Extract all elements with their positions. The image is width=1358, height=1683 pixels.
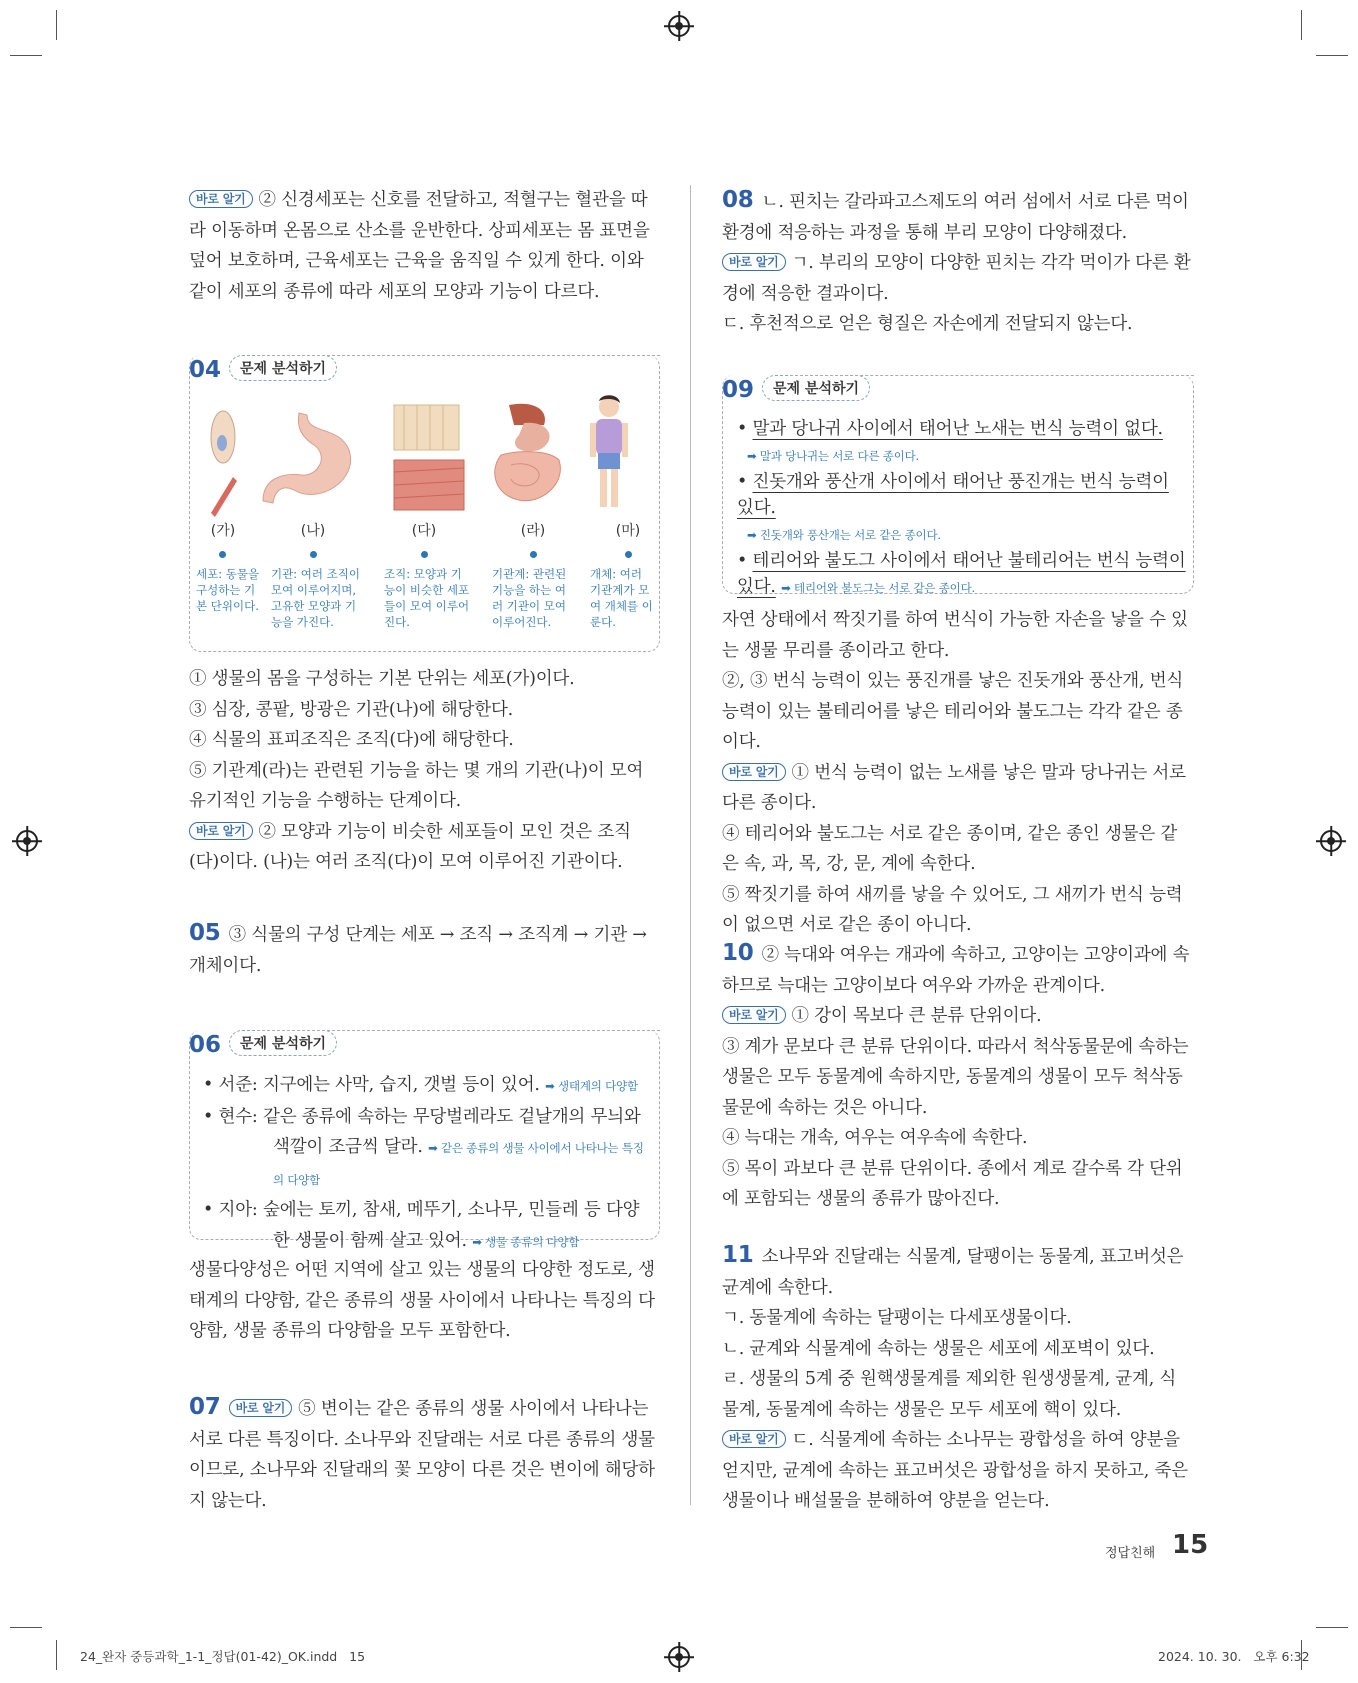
crop-mark [10, 55, 42, 56]
digestive-system-icon [495, 404, 561, 501]
correction-badge: 바로 알기 [229, 1399, 293, 1417]
crop-mark [1316, 55, 1348, 56]
caption-cell: 세포: 동물을 구성하는 기본 단위이다. [196, 567, 260, 613]
label-ga: (가) [210, 523, 236, 539]
caption-organ: 기관: 여러 조직이 모여 이루어지며, 고유한 모양과 기능을 가진다. [271, 567, 360, 629]
page-number: 15 [1172, 1530, 1209, 1560]
q10-answer: 10 ② 늑대와 여우는 개과에 속하고, 고양이는 고양이과에 속하므로 늑대는 고양이보다 여우와 가까운 관계이다. 바로 알기 ① 강이 목보다 큰 분류 단위이다. ③ 계가 문보다 큰 분류 단위이다. 따라서 척삭동물문에 속하는 생물은 모두 동물계에 속하지만, 동물계의 생물이 모두 척삭동물문에 속하는 것은 아니다. ④ 늑대는 개속, 여우는 여우속에 속한다. ⑤ 목이 과보다 큰 분류 단위이다. 종에서 계로 갈수록 각 단위에 포함되는 생물의 종류가 많아진다. [722, 940, 1190, 1209]
q04-answer: ① 생물의 몸을 구성하는 기본 단위는 세포(가)이다. ③ 심장, 콩팥, 방광은 기관(나)에 해당한다. ④ 식물의 표피조직은 조직(다)에 해당한다. ⑤ 기관계(라)는 관련된 기능을 하는 몇 개의 기관(나)이 모여 유기적인 기능을 수행하는 단계이다. 바로 알기 ② 모양과 기능이 비슷한 세포들이 모인 것은 조직(다)이다. (나)는 여러 조직(다)이 모여 이루어진 기관이다. [189, 669, 644, 872]
q09-statements: • 말과 당나귀 사이에서 태어난 노새는 번식 능력이 없다. ➡ 말과 당나귀는 서로 다른 종이다. • 진돗개와 풍산개 사이에서 태어난 풍진개는 번식 능력이 있다. ➡ 진돗개와 풍산개는 서로 같은 종이다. • 테리어와 불도그 사이에서 태어난 불테리어는 번식 능력이 있다. ➡ 테리어와 불도그는 서로 같은 종이다. [737, 419, 1186, 597]
human-body-icon [590, 395, 628, 507]
crop-mark [1301, 10, 1302, 40]
registration-mark-icon [668, 15, 690, 37]
question-number: 08 [722, 187, 754, 213]
caption-organ-system: 기관계: 관련된 기능을 하는 여러 기관이 모여 이루어진다. [492, 567, 567, 629]
print-timestamp: 2024. 10. 30. 오후 6:32 [1158, 1649, 1310, 1664]
tissue-icon [394, 405, 464, 510]
cell-icon [211, 411, 237, 517]
crop-mark [10, 1627, 42, 1628]
crop-mark [56, 10, 57, 40]
question-number: 06 [189, 1032, 222, 1058]
section-label: 정답친해 [1105, 1546, 1156, 1561]
correction-badge: 바로 알기 [189, 190, 253, 208]
correction-badge: 바로 알기 [189, 822, 253, 840]
correction-badge: 바로 알기 [722, 253, 786, 271]
q06-summary: 생물다양성은 어떤 지역에 살고 있는 생물의 다양한 정도로, 생태계의 다양함, 같은 종류의 생물 사이에서 나타나는 특징의 다양함, 생물 종류의 다양함을 모두 포함한다. [189, 1260, 655, 1341]
correction-badge: 바로 알기 [722, 1006, 786, 1024]
correction-badge: 바로 알기 [722, 1430, 786, 1448]
question-number: 04 [189, 357, 222, 383]
correction-badge: 바로 알기 [722, 763, 786, 781]
caption-tissue: 조직: 모양과 기능이 비슷한 세포들이 모여 이루어진다. [384, 567, 470, 629]
stomach-icon [263, 413, 351, 503]
question-number: 09 [722, 377, 755, 403]
crop-mark [1316, 1627, 1348, 1628]
q07-answer: 07 바로 알기 ⑤ 변이는 같은 종류의 생물 사이에서 나타나는 서로 다른 특징이다. 소나무와 진달래는 서로 다른 종류의 생물이므로, 소나무와 진달래의 꽃 모양이 다른 것은 변이에 해당하지 않는다. [189, 1394, 655, 1511]
question-number: 11 [722, 1242, 754, 1268]
caption-individual: 개체: 여러 기관계가 모여 개체를 이룬다. [590, 567, 653, 629]
q06-dialog: • 서준: 지구에는 사막, 습지, 갯벌 등이 있어. ➡ 생태계의 다양함 • 현수: 같은 종류에 속하는 무당벌레라도 겉날개의 무늬와 색깔이 조금씩 달라. ➡ 같은 종류의 생물 사이에서 나타나는 특징의 다양함 • 지아: 숲에는 토끼, 참새, 메뚜기, 소나무, 민들레 등 다양한 생물이 함께 살고 있어. ➡ 생물 종류의 다양함 [203, 1075, 644, 1251]
question-number: 10 [722, 940, 754, 966]
crop-mark [56, 1640, 57, 1670]
column-divider [690, 185, 691, 1505]
answer-intro [189, 185, 659, 307]
question-number: 07 [189, 1394, 221, 1420]
intro-text: ② 신경세포는 신호를 전달하고, 적혈구는 혈관을 따라 이동하며 온몸으로 산소를 운반한다. 상피세포는 몸 표면을 덮어 보호하며, 근육세포는 근육을 움직일 수 있게 한다. 이와 같이 세포의 종류에 따라 세포의 모양과 기능이 다르다. [189, 190, 650, 302]
q09-answer: 자연 상태에서 짝짓기를 하여 번식이 가능한 자손을 낳을 수 있는 생물 무리를 종이라고 한다. ②, ③ 번식 능력이 있는 풍진개를 낳은 진돗개와 풍산개, 번식 능력이 있는 불테리어를 낳은 테리어와 불도그는 각각 같은 종이다. 바로 알기 ① 번식 능력이 없는 노새를 낳은 말과 당나귀는 서로 다른 종이다. ④ 테리어와 불도그는 서로 같은 종이며, 같은 종인 생물은 같은 속, 과, 목, 강, 문, 계에 속한다. ⑤ 짝짓기를 하여 새끼를 낳을 수 있어도, 그 새끼가 번식 능력이 없으면 서로 같은 종이 아니다. [722, 610, 1188, 935]
registration-mark-icon [668, 1646, 690, 1668]
analysis-tag: 문제 분석하기 [229, 1030, 337, 1056]
q08-answer: 08 ㄴ. 핀치는 갈라파고스제도의 여러 섬에서 서로 다른 먹이 환경에 적응하는 과정을 통해 부리 모양이 다양해졌다. 바로 알기 ㄱ. 부리의 모양이 다양한 핀치는 각각 먹이가 다른 환경에 적응한 결과이다. ㄷ. 후천적으로 얻은 형질은 자손에게 전달되지 않는다. [722, 187, 1191, 334]
label-da: (다) [411, 523, 437, 539]
level-of-organization-illustration [189, 395, 659, 520]
file-info: 24_완자 중등과학_1-1_정답(01-42)_OK.indd 15 [80, 1649, 366, 1664]
analysis-tag: 문제 분석하기 [762, 375, 870, 401]
label-ma: (마) [615, 523, 641, 539]
registration-mark-icon [1320, 830, 1342, 852]
registration-mark-icon [16, 830, 38, 852]
q05-answer: 05 ③ 식물의 구성 단계는 세포 → 조직 → 조직계 → 기관 → 개체이다. [189, 920, 647, 976]
analysis-tag: 문제 분석하기 [229, 355, 337, 381]
label-na: (나) [300, 523, 326, 539]
label-ra: (라) [520, 523, 546, 539]
q11-answer: 11 소나무와 진달래는 식물계, 달팽이는 동물계, 표고버섯은 균계에 속한다. ㄱ. 동물계에 속하는 달팽이는 다세포생물이다. ㄴ. 균계와 식물계에 속하는 생물은 세포에 세포벽이 있다. ㄹ. 생물의 5계 중 원핵생물계를 제외한 원생생물계, 균계, 식물계, 동물계에 속하는 생물은 모두 세포에 핵이 있다. 바로 알기 ㄷ. 식물계에 속하는 소나무는 광합성을 하여 양분을 얻지만, 균계에 속하는 표고버섯은 광합성을 하지 못하고, 죽은 생물이나 배설물을 분해하여 양분을 얻는다. [722, 1242, 1188, 1511]
question-number: 05 [189, 920, 221, 946]
